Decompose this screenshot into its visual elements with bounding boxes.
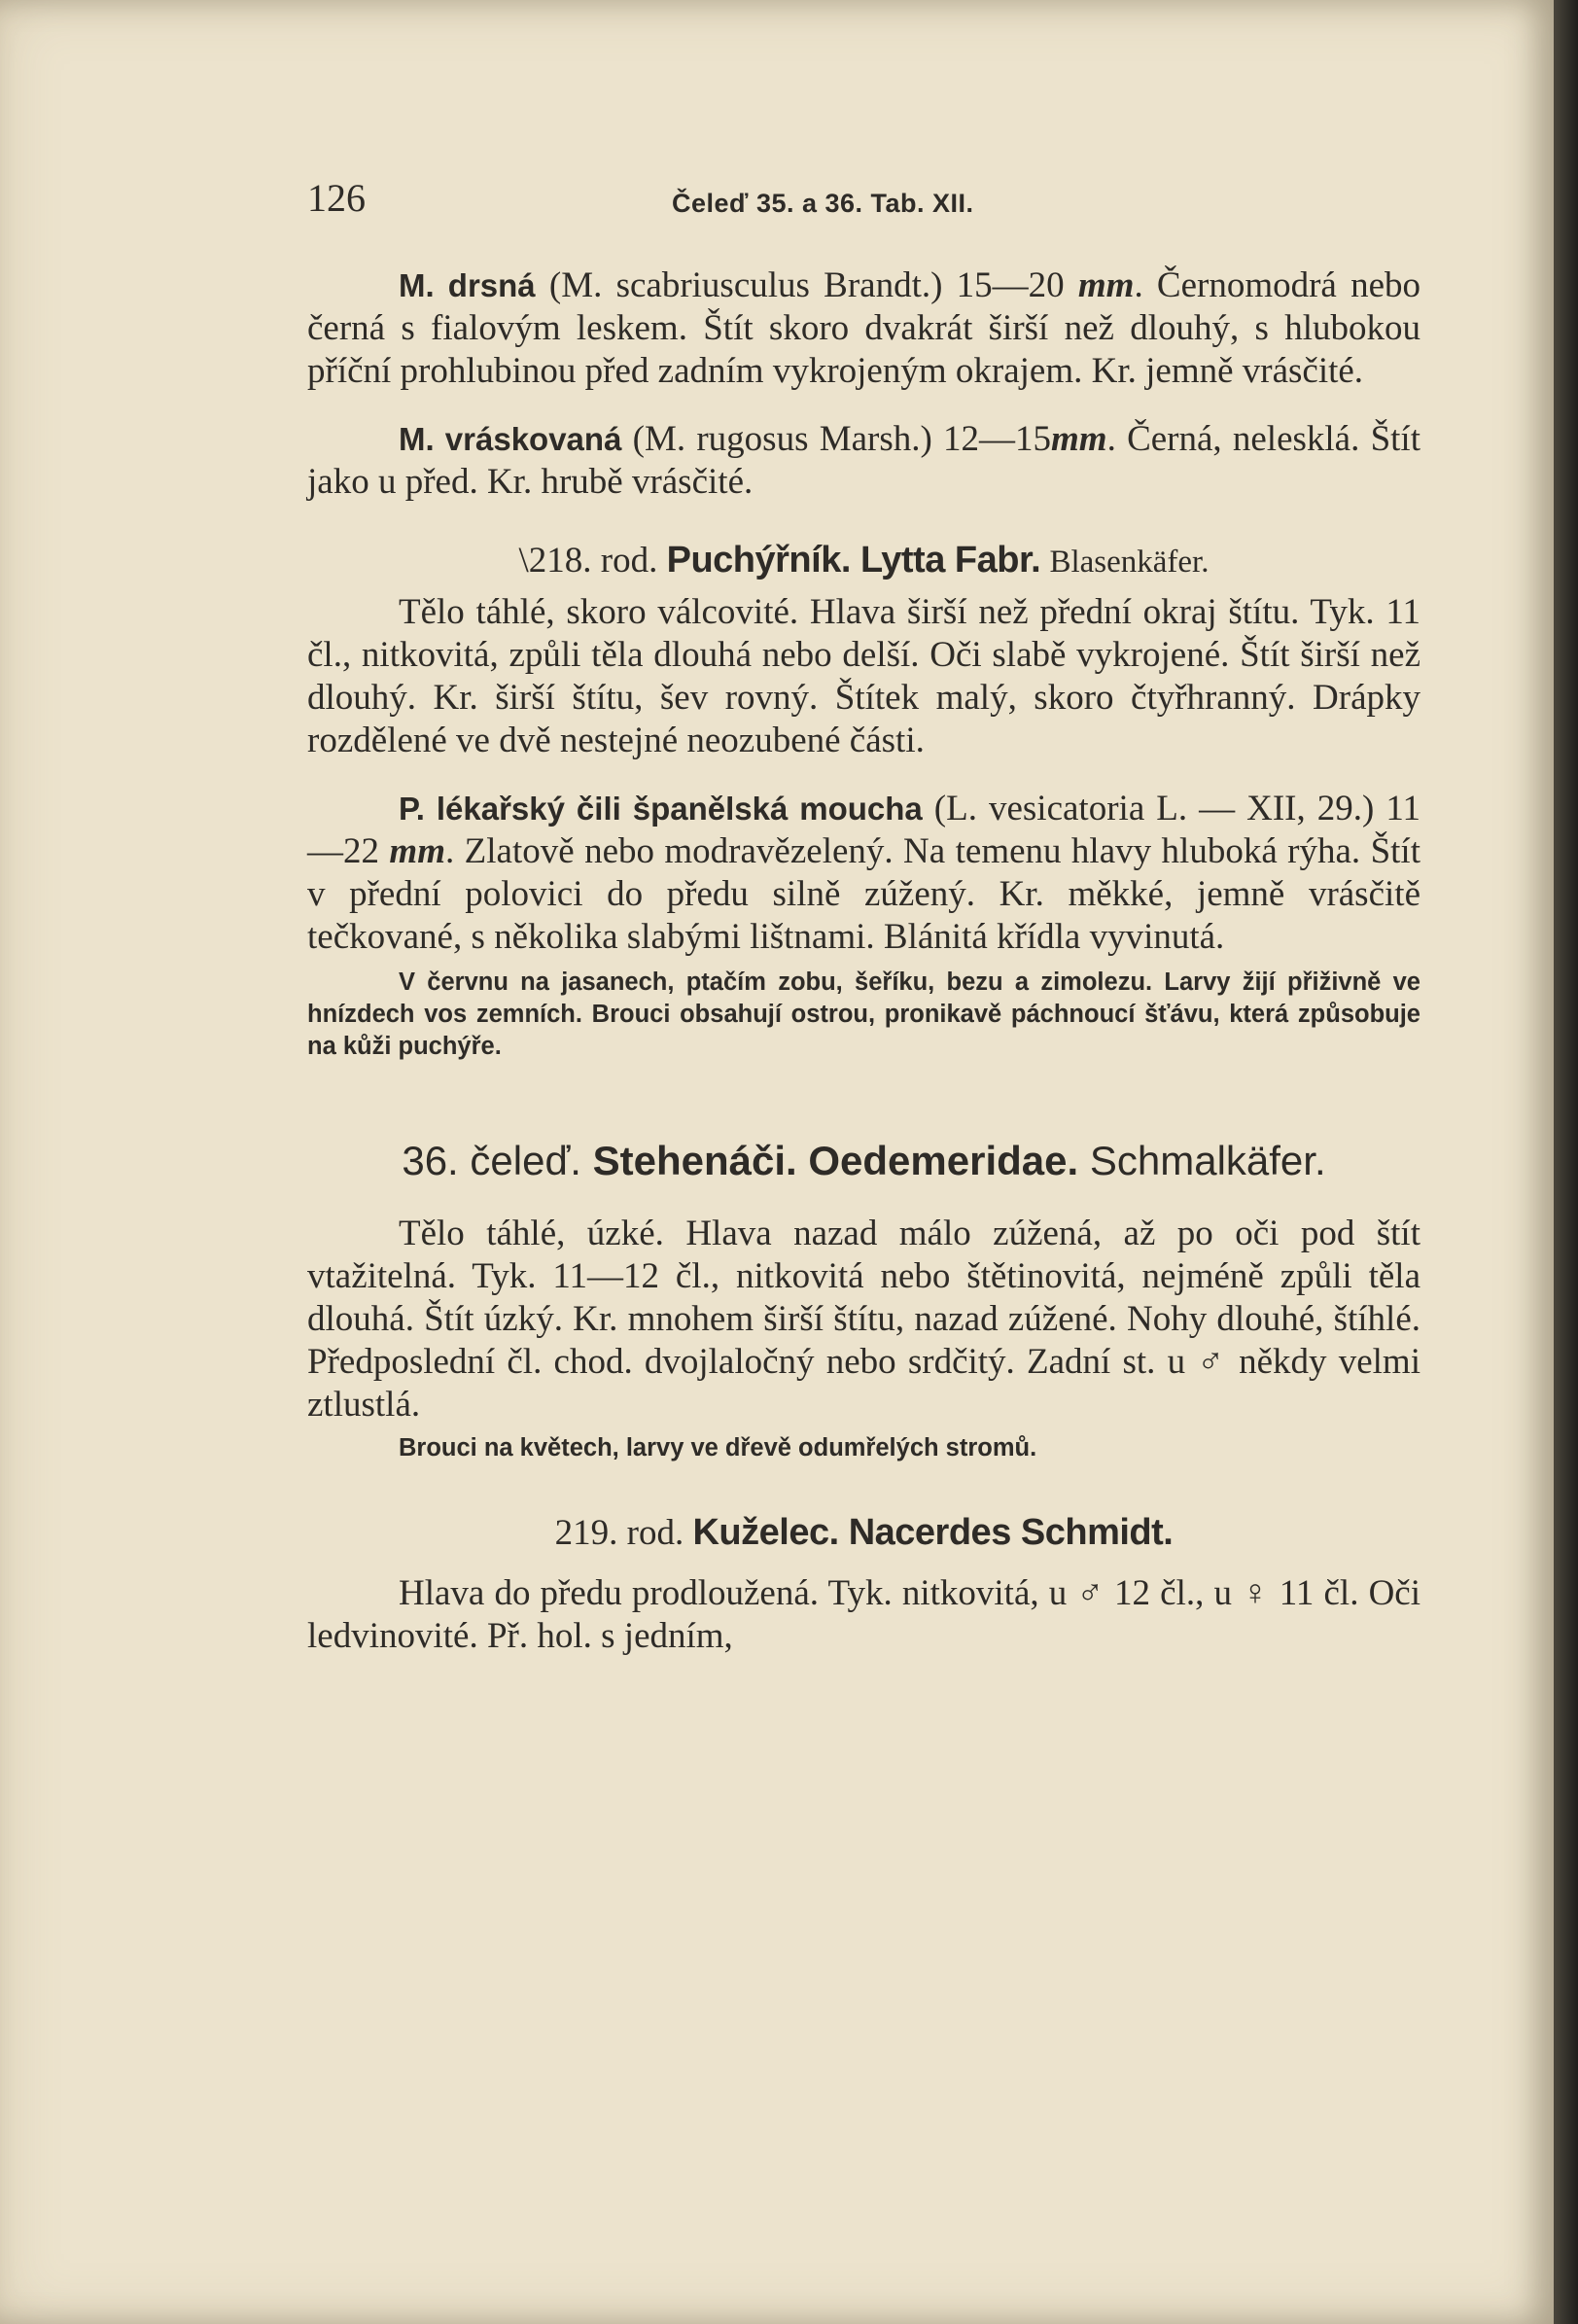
species-entry-lekarsky: P. lékařský čili španělská moucha (L. vesicatoria L. — XII, 29.) 11—22 mm. Zlatově nebo modravězelený. Na temenu hlavy hluboká rýha. Štít v přední polovici do předu silně zúžený. Kr. měkké, jemně vrásčitě tečkované, s několika slabými lištnami. Blánitá křídla vyvinutá. [307, 789, 1420, 957]
unit: mm [1077, 265, 1135, 305]
book-gutter-edge [1554, 0, 1578, 2324]
genus-number: 219. rod. [554, 1513, 684, 1553]
unit: mm [1051, 419, 1107, 459]
genus-name: Kuželec. Nacerdes Schmidt. [692, 1512, 1174, 1553]
genus-number: \218. rod. [518, 541, 658, 581]
genus-heading-218 [307, 539, 1420, 583]
genus-description-218: Tělo táhlé, skoro válcovité. Hlava širší než přední okraj štítu. Tyk. 11 čl., nitkovitá, způli těla dlouhá nebo delší. Oči slabě vykrojené. Štít širší než dlouhý. Kr. širší štítu, šev rovný. Štítek malý, skoro čtyřhranný. Drápky rozdělené ve dvě nestejné neozubené části. [307, 592, 1420, 760]
running-title: Čeleď 35. a 36. Tab. XII. [672, 189, 974, 218]
genus-heading-219 [307, 1511, 1420, 1555]
family-number: 36. čeleď. [402, 1138, 581, 1183]
page-number: 126 [307, 176, 366, 220]
family-german: Schmalkäfer. [1089, 1138, 1326, 1183]
family-heading-36 [307, 1133, 1420, 1189]
family-latin: Oedemeridae. [808, 1138, 1079, 1183]
species-entry-drsna: M. drsná (M. scabriusculus Brandt.) 15—20 mm. Černomodrá nebo černá s fialovým leskem. Štít skoro dvakrát širší než dlouhý, s hlubokou příční prohlubinou před zadním vykrojeným okrajem. Kr. jemně vrásčité. [307, 265, 1420, 391]
family-description-36: Tělo táhlé, úzké. Hlava nazad málo zúžená, až po oči pod štít vtažitelná. Tyk. 11—12 čl., nitkovitá nebo štětinovitá, nejméně způli těla dlouhá. Štít úzký. Kr. mnohem širší štítu, nazad zúžené. Nohy dlouhé, štíhlé. Předposlední čl. chod. dvojlaločný nebo srdčitý. Zadní st. u ♂ někdy velmi ztlustlá. [307, 1214, 1420, 1425]
genus-name: Puchýřník. Lytta Fabr. [666, 540, 1041, 581]
family-note-36: Brouci na květech, larvy ve dřevě odumřelých stromů. [399, 1434, 1037, 1461]
genus-description-219: Hlava do předu prodloužená. Tyk. nitkovitá, u ♂ 12 čl., u ♀ 11 čl. Oči ledvinovité. Př. hol. s jedním, [307, 1573, 1420, 1656]
page-header [307, 175, 1425, 233]
unit: mm [389, 831, 445, 871]
species-note-lekarsky: V červnu na jasanech, ptačím zobu, šeříku, bezu a zimolezu. Larvy žijí přiživně ve hnízdech vos zemních. Brouci obsahují ostrou, pronikavě páchnoucí šťávu, která způsobuje na kůži puchýře. [307, 968, 1420, 1060]
species-entry-vraskovana: M. vráskovaná (M. rugosus Marsh.) 12—15mm. Černá, nelesklá. Štít jako u před. Kr. hrubě vrásčité. [307, 419, 1420, 502]
species-name: P. lékařský čili španělská moucha [399, 791, 923, 827]
genus-german: Blasenkäfer. [1049, 545, 1210, 580]
species-name: M. drsná [399, 267, 536, 303]
species-name: M. vráskovaná [399, 421, 622, 457]
family-czech: Stehenáči. [592, 1138, 797, 1183]
page-body [307, 264, 1420, 1658]
